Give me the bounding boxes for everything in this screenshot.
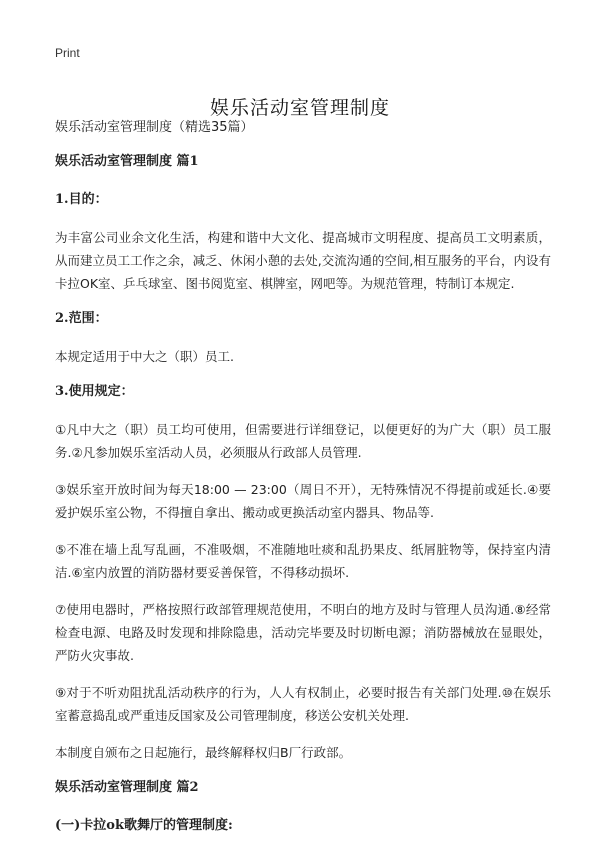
paragraph-rule-5-6: ⑤不准在墙上乱写乱画，不准吸烟，不准随地吐痰和乱扔果皮、纸屑脏物等，保持室内清洁.⑥室内放置的消防器材要妥善保管，不得移动损坏. [55,542,551,580]
paragraph-rule-1-2: ①凡中大之（职）员工均可使用，但需要进行详细登记，以便更好的为广大（职）员工服务.②凡参加娱乐室活动人员，必须服从行政部人员管理. [55,422,551,460]
section-heading-scope: 2.范围： [55,311,108,326]
chapter-heading-1: 娱乐活动室管理制度 篇1 [55,154,199,169]
section-heading-usage-rules: 3.使用规定： [55,384,134,399]
chapter-heading-2: 娱乐活动室管理制度 篇2 [55,780,199,795]
section-heading-purpose: 1.目的： [55,192,108,207]
paragraph-purpose: 为丰富公司业余文化生活，构建和谐中大文化、提高城市文明程度、提高员工文明素质，从而建立员工工作之余，减乏、休闲小憩的去处,交流沟通的空间,相互服务的平台，内设有卡拉OK室、乒乓球室、图书阅览室、棋牌室，网吧等。为规范管理，特制订本规定. [55,230,551,291]
section-list [55,152,551,836]
paragraph-effective-date: 本制度自颁布之日起施行，最终解释权归B厂行政部。 [55,745,352,760]
paragraph-rule-9-10: ⑨对于不听劝阻扰乱活动秩序的行为，人人有权制止，必要时报告有关部门处理.⑩在娱乐室蓄意捣乱或严重违反国家及公司管理制度，移送公安机关处理. [55,685,551,723]
paragraph-rule-3-4: ③娱乐室开放时间为每天18:00 — 23:00（周日不开），无特殊情况不得提前或延长.④要爱护娱乐室公物，不得擅自拿出、搬动或更换活动室内器具、物品等. [55,482,551,520]
document-title: 娱乐活动室管理制度 [209,96,390,119]
document-body [55,118,551,852]
paragraph-rule-7-8: ⑦使用电器时，严格按照行政部管理规范使用，不明白的地方及时与管理人员沟通.⑧经常检查电源、电路及时发现和排除隐患，活动完毕要及时切断电源；消防器械放在显眼处，严防火灾事故. [55,602,551,663]
document-subtitle: 娱乐活动室管理制度（精选35篇） [55,120,254,135]
print-link[interactable]: Print [55,46,80,60]
section-heading-karaoke: (一)卡拉ok歌舞厅的管理制度: [55,818,233,833]
paragraph-scope: 本规定适用于中大之（职）员工. [55,349,234,364]
